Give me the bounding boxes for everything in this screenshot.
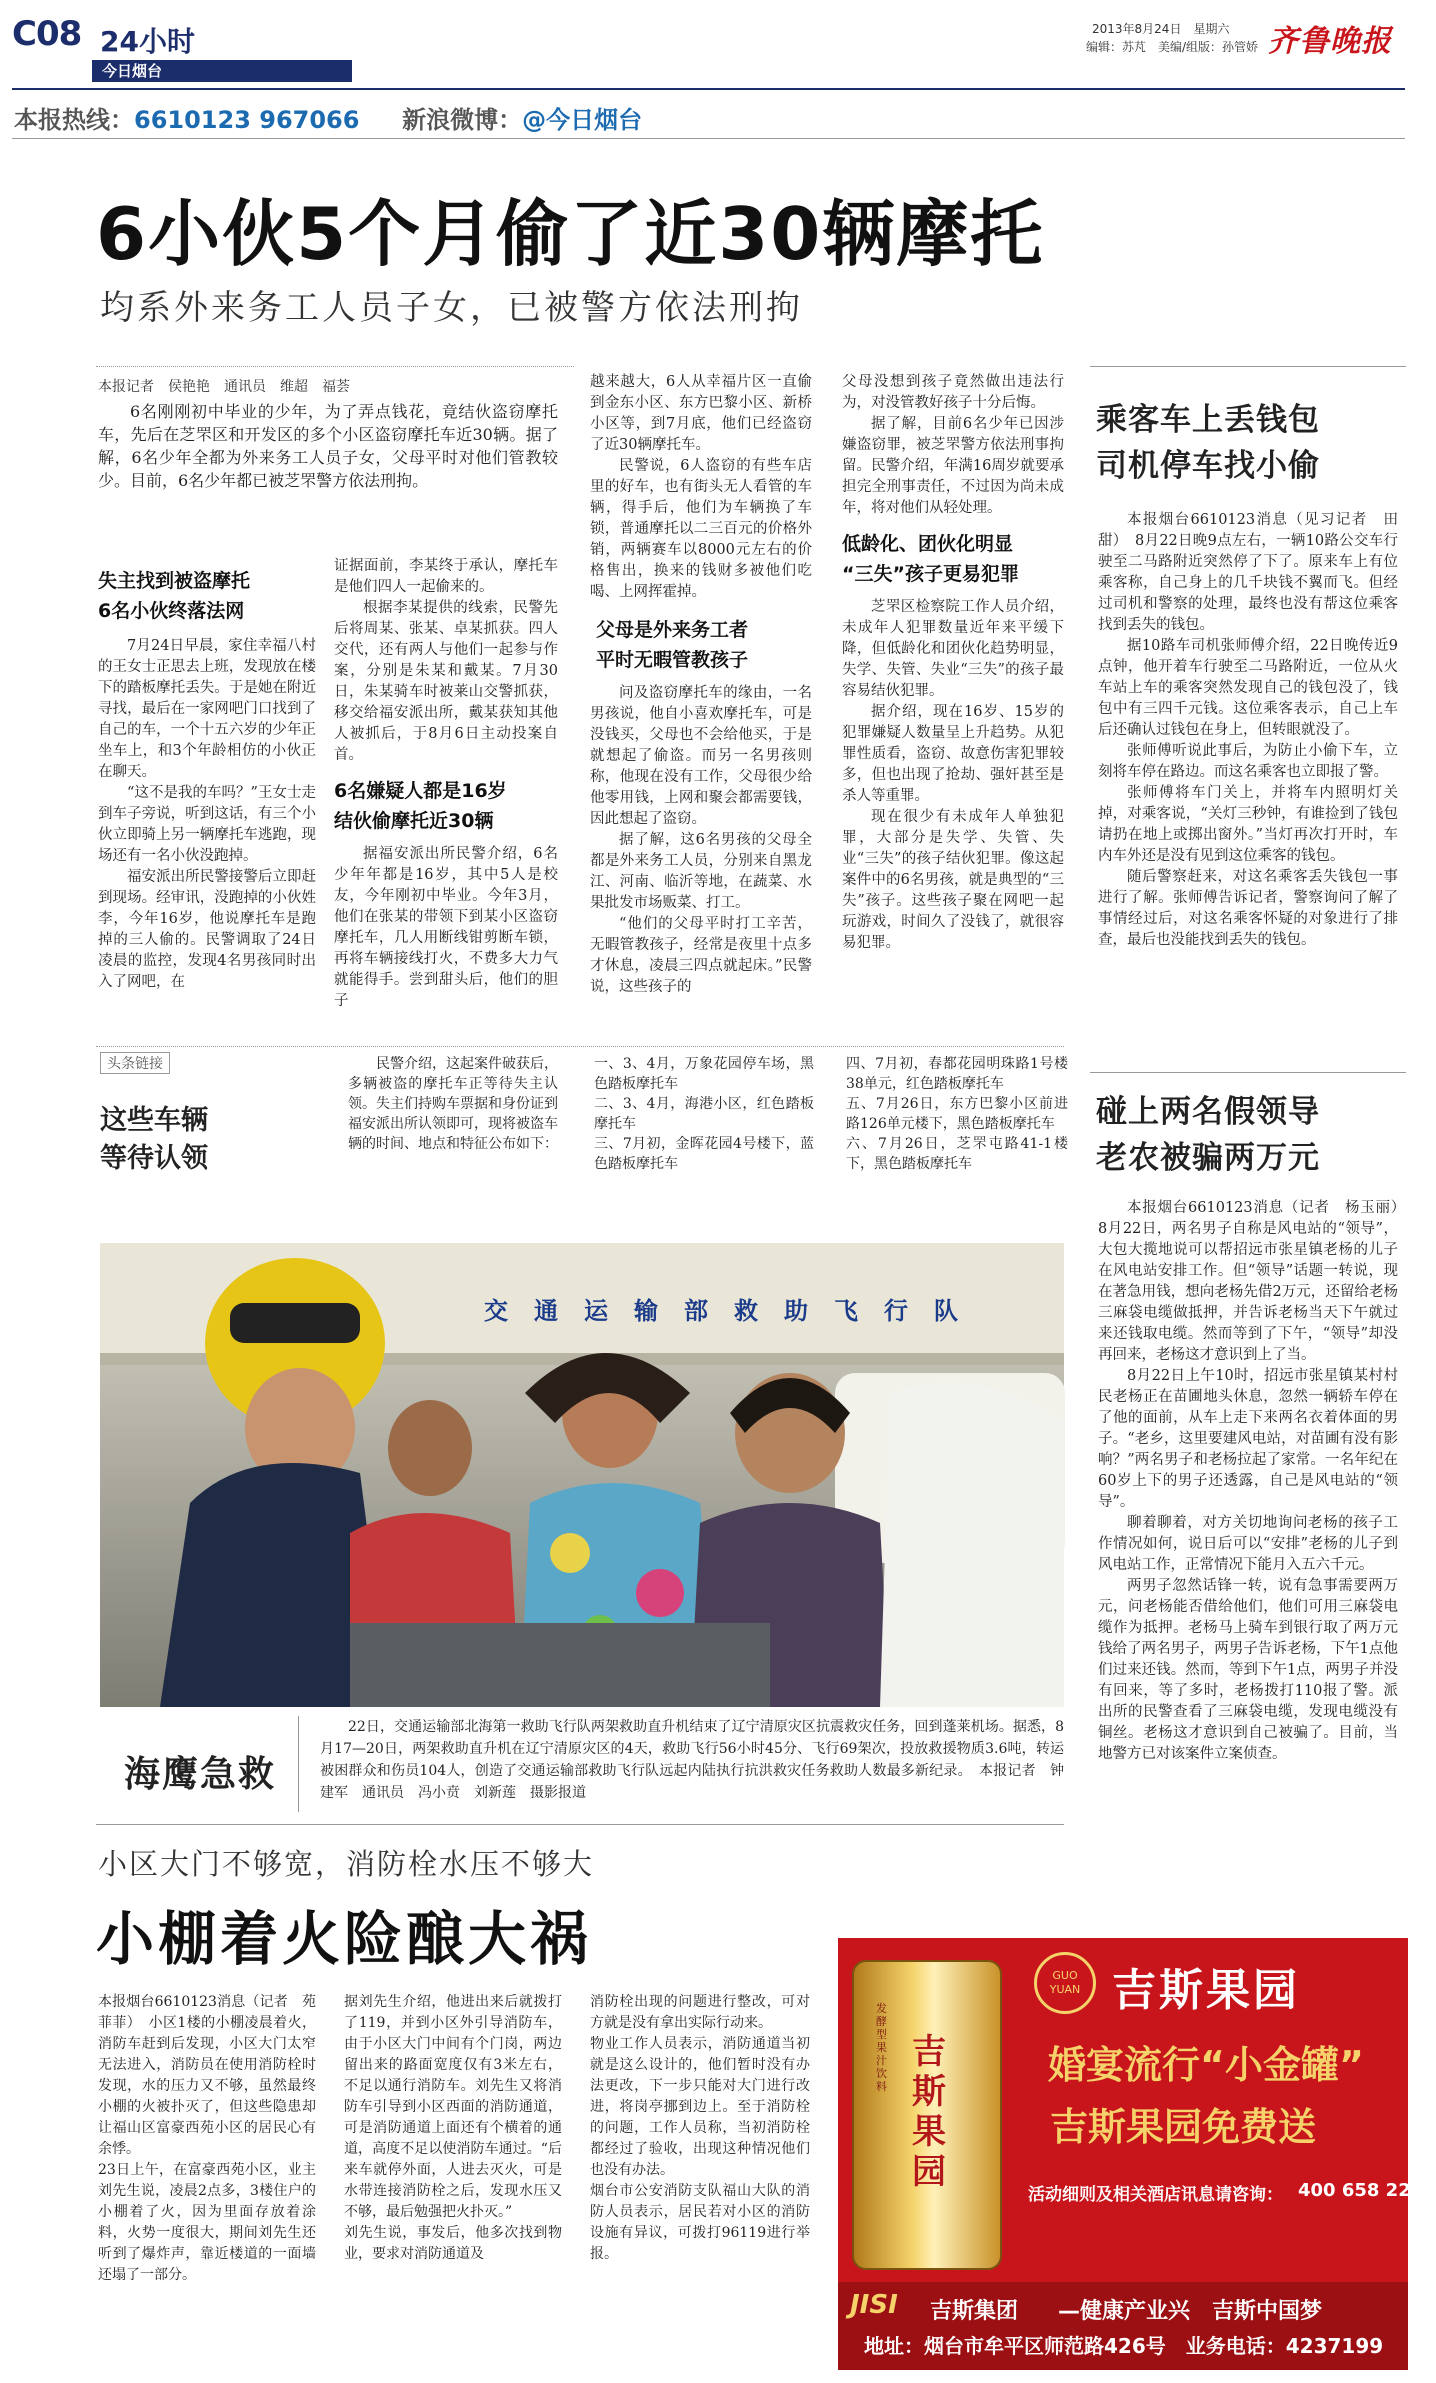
advertisement[interactable] [838,1938,1436,2370]
photo-title-divider [298,1716,299,1812]
right1-headline-1: 乘客车上丢钱包 [1096,402,1320,438]
right1-p3: 张师傅听说此事后，为防止小偷下车，立刻将车停在路边。而这名乘客也立即报了警。 [1098,743,1398,780]
lead-col2 [334,556,558,1012]
ad-line2: 吉斯果园免费送 [1050,2105,1317,2149]
byline-rule [96,366,574,367]
ad-can-subtext: 发酵型果汁饮料 [876,2002,887,2093]
col4-p5: 现在很少有未成年人单独犯罪，大部分是失学、失管、失业“三失”的孩子结伙犯罪。像这起案件中的6名男孩，就是典型的“三失”孩子。这些孩子聚在网吧一起玩游戏，时间久了没钱了，就很容易犯罪。 [842,809,1064,951]
editors-line: 编辑：苏芃 美编/组版：孙管娇 [1086,40,1259,54]
right2-p1: 本报烟台6610123消息（记者 杨玉丽） 8月22日，两名男子自称是风电站的“领导”，大包大揽地说可以帮招远市张星镇老杨的儿子在风电站安排工作。但“领导”话题一转说，现在著急用钱，想向老杨先借2万元，还留给老杨三麻袋电缆做抵押，并告诉老杨当天下午就过来还钱取电缆。然而等到了下午，“领导”却没再回来，老杨这才意识到上了当。 [1098,1200,1413,1363]
col4-head1: 低龄化、团伙化明显 [842,533,1014,555]
link-items-b: 四、7月初，春都花园明珠路1号楼38单元，红色踏板摩托车 五、7月26日，东方巴黎小区前进路126单元楼下，黑色踏板摩托车 六、7月26日，芝罘屯路41-1楼下，黑色踏板摩托车 [846,1056,1068,1172]
col2-p3: 据福安派出所民警介绍，6名少年年都是16岁，其中5人是校友，今年刚初中毕业。今年3月，他们在张某的带领下到某小区盗窃摩托车，几人用断线钳剪断车锁，再将车辆接线打火，不费多大力气就能得手。尝到甜头后，他们的胆子 [334,846,558,1009]
section-label: 24小时 [100,25,195,58]
col4-p1: 父母没想到孩子竟然做出违法行为，对没管教好孩子十分后悔。 [842,374,1064,411]
ad-consult-phone: 400 658 2211 [1298,2180,1436,2201]
col3-p5: “他们的父母平时打工辛苦，无暇管教孩子，经常是夜里十点多才休息，凌晨三四点就起床。”民警说，这些孩子的 [590,916,812,995]
link-tag-text: 头条链接 [107,1056,163,1072]
link-intro-text: 民警介绍，这起案件破获后，多辆被盗的摩托车正等待失主认领。失主们持购车票据和身份证到福安派出所认领即可，现将被盗车辆的时间、地点和特征公布如下： [348,1056,558,1152]
photo-sign: 交通运输部救助飞行队 [484,1297,984,1325]
right2-body [1098,1198,1413,1765]
lead-col1 [98,566,316,993]
link-tag [100,1052,170,1074]
ad-address: 地址：烟台市牟平区师范路426号 业务电话：4237199 [864,2334,1384,2358]
col1-p3: 福安派出所民警接警后立即赶到现场。经审讯，没跑掉的小伙姓李，今年16岁，他说摩托车是跑掉的三人偷的。民警调取了24日凌晨的监控，发现4名男孩同时出入了网吧，在 [98,869,316,990]
ad-slogan: —健康产业兴 吉斯中国梦 [1058,2299,1323,2324]
col1-p2: “这不是我的车吗？”王女士走到车子旁说，听到这话，有三个小伙立即骑上另一辆摩托车逃跑，现场还有一名小伙没跑掉。 [98,785,316,864]
right1-p4: 张师傅将车门关上，并将车内照明灯关掉，对乘客说，“关灯三秒钟，有谁捡到了钱包请扔在地上或掷出窗外。”当灯再次打开时，车内车外还是没有见到这位乘客的钱包。 [1098,785,1398,864]
news-photo [100,1243,1064,1707]
col2-head2: 结伙偷摩托近30辆 [334,810,494,832]
right1-p1: 本报烟台6610123消息（见习记者 田甜） 8月22日晚9点左右，一辆10路公交车行驶至二马路附近突然停了下了。原来车上有位乘客称，自己身上的几千块钱不翼而飞。但经过司机和警察的处理，最终也没有帮这位乘客找到丢失的钱包。 [1098,512,1398,633]
col4-p4: 据介绍，现在16岁、15岁的犯罪嫌疑人数量呈上升趋势。从犯罪性质看，盗窃、故意伤害犯罪较多，但也出现了抢劫、强奸甚至是杀人等重罪。 [842,704,1064,804]
right1-headline-2: 司机停车找小偷 [1096,448,1320,484]
right2-headline-2: 老农被骗两万元 [1096,1140,1320,1176]
lead-intro [98,400,558,492]
right2-p3: 聊着聊着，对方关切地询问老杨的孩子工作情况如何，说日后可以“安排”老杨的儿子到风电站工作，正常情况下能月入五六千元。 [1098,1515,1398,1573]
bottom-kicker: 小区大门不够宽，消防栓水压不够大 [98,1847,595,1881]
col1-head1: 失主找到被盗摩托 [98,570,251,592]
right1-p5: 随后警察赶来，对这名乘客丢失钱包一事进行了解。张师傅告诉记者，警察询问了解了事情经过后，对这名乘客怀疑的对象进行了排查，最后也没能找到丢失的钱包。 [1098,869,1398,948]
photo-title: 海鹰急救 [124,1753,277,1795]
link-box-rule [96,1046,1064,1047]
col4-head2: “三失”孩子更易犯罪 [842,563,1019,585]
header-rule [12,88,1405,90]
ad-group-name: 吉斯集团 [930,2299,1019,2324]
ad-logo-circle [1034,1952,1096,2014]
ad-can-text: 吉斯果园 [912,2032,946,2192]
lead-intro-text: 6名刚刚初中毕业的少年，为了弄点钱花，竟结伙盗窃摩托车，先后在芝罘区和开发区的多个小区盗窃摩托车近30辆。据了解，6名少年全都为外来务工人员子女，父母平时对他们管教较少。目前，6名少年都已被芝罘警方依法刑拘。 [98,402,558,490]
bottom-col3: 消防栓出现的问题进行整改，可对方就是没有拿出实际行动来。 物业工作人员表示，消防通道当初就是这么设计的，他们暂时没有办法更改，下一步只能对大门进行改进，将岗亭挪到边上。至于消防栓的问题，工作人员称，当初消防栓都经过了验收，出现这种情况他们也没有办法。 烟台市公安消防支队福山大队的消防人员表示，居民若对小区的消防设施有异议，可拨打96119进行举报。 [590,1994,810,2262]
col4-p3: 芝罘区检察院工作人员介绍，未成年人犯罪数量近年来平缓下降，但低龄化和团伙化趋势明显，失学、失管、失业“三失”的孩子最容易结伙犯罪。 [842,599,1064,699]
col3-p2: 民警说，6人盗窃的有些车店里的好车，也有街头无人看管的车辆，得手后，他们为车辆换了车锁，普通摩托以二三百元的价格外销，两辆赛车以8000元左右的价格售出，换来的钱财多被他们吃喝、上网挥霍掉。 [590,458,812,600]
ad-logo-top: GUO [1052,1969,1078,1982]
hotline-label: 本报热线： [14,106,134,134]
col3-p1: 越来越大，6人从幸福片区一直偷到金东小区、东方巴黎小区、新桥小区等，到7月底，他们已经盗窃了近30辆摩托车。 [590,374,812,453]
lead-col4 [842,372,1064,954]
weibo-label: 新浪微博： [402,106,523,134]
paper-logo: 齐鲁晚报 [1268,24,1392,59]
col1-head2: 6名小伙终落法网 [98,600,245,622]
col2-p1: 证据面前，李某终于承认，摩托车是他们四人一起偷来的。 [334,558,558,595]
photo-caption-text: 22日，交通运输部北海第一救助飞行队两架救助直升机结束了辽宁清原灾区抗震救灾任务，回到蓬莱机场。据悉，8月17—20日，两架救助直升机在辽宁清原灾区的4天，救助飞行56小时45分、飞行69架次，投放救援物质3.6吨，转运被困群众和伤员104人，创造了交通运输部救助飞行队远起内陆执行抗洪救灾任务救助人数最多新纪录。 本报记者 钟建军 通讯员 冯小贲 刘新莲 摄影报道 [320,1719,1064,1801]
col3-p3: 问及盗窃摩托车的缘由，一名男孩说，他自小喜欢摩托车，可是没钱买，父母也不会给他买，于是就想起了偷盗。而另一名男孩则称，他现在没有工作，父母很少给他零用钱，上网和聚会都需要钱，因此想起了盗窃。 [590,685,812,827]
ad-line1: 婚宴流行“小金罐” [1048,2043,1364,2087]
ad-logo-bottom: YUAN [1049,1983,1081,1996]
date-line: 2013年8月24日 星期六 [1092,22,1230,36]
photo-bottom-rule [96,1824,1064,1825]
bottom-col1: 本报烟台6610123消息（记者 苑菲菲） 小区1楼的小棚凌晨着火，消防车赶到后发现，小区大门太窄无法进入，消防员在使用消防栓时发现，水的压力又不够，虽然最终小棚的火被扑灭了，但这些隐患却让福山区富豪西苑小区的居民心有余悸。 23日上午，在富豪西苑小区，业主刘先生说，凌晨2点多，3楼住户的小棚着了火，因为里面存放着涂料，火势一度很大，期间刘先生还听到了爆炸声，靠近楼道的一面墙还塌了一部分。 [98,1994,316,2283]
subsection-bar [92,60,352,82]
hotline-bar [14,100,642,135]
col4-p2: 据了解，目前6名少年已因涉嫌盗窃罪，被芝罘警方依法刑事拘留。民警介绍，年满16周岁就要承担完全刑事责任，不过因为尚未成年，将对他们从轻处理。 [842,416,1064,516]
subsection-label: 今日烟台 [102,62,163,80]
col1-p1: 7月24日早晨，家住幸福八村的王女士正思去上班，发现放在楼下的踏板摩托丢失。于是她在附近寻找，最后在一家网吧门口找到了自己的车，一个十五六岁的少年正坐车上，和3个年龄相仿的小伙正在聊天。 [98,638,316,780]
col3-head2: 平时无暇管教孩子 [596,649,749,671]
link-intro [348,1054,558,1154]
col2-head1: 6名嫌疑人都是16岁 [334,780,507,802]
ad-group-logo: JISI [850,2290,898,2320]
col3-p4: 据了解，这6名男孩的父母全都是外来务工人员，分别来自黑龙江、河南、临沂等地，在蔬菜、水果批发市场贩菜、打工。 [590,832,812,911]
right1-p2: 据10路车司机张师傅介绍，22日晚传近9点钟，他开着车行驶至二马路附近，一位从火车站上车的乘客突然发现自己的钱包没了，钱包中有三四千元钱。这位乘客表示，自己上车后还确认过钱包在身上，但转眼就没了。 [1098,638,1398,738]
ad-consult-label: 活动细则及相关酒店讯息请咨询： [1028,2185,1283,2205]
bottom-col2: 据刘先生介绍，他进出来后就拨打了119，并到小区外引导消防车，由于小区大门中间有个门岗，两边留出来的路面宽度仅有3米左右，不足以通行消防车。刘先生又将消防车引导到小区西面的消防通道，可是消防通道上面还有个横着的通道，高度不足以使消防车通过。“后来车就停外面，人进去灭火，可是水带连接消防栓之后，发现水压又不够，最后勉强把火扑灭。” 刘先生说，事发后，他多次找到物业，要求对消防通道及 [344,1994,562,2262]
right-top-rule [1090,366,1406,367]
link-items-a: 一、3、4月，万象花园停车场，黑色踏板摩托车 二、3、4月，海港小区，红色踏板摩托车 三、7月初，金晖花园4号楼下，蓝色踏板摩托车 [594,1056,814,1172]
ad-can [852,1960,1002,2270]
right-mid-rule [1090,1072,1406,1073]
link-title-1: 这些车辆 [100,1105,208,1136]
bottom-headline: 小棚着火险酿大祸 [96,1905,593,1973]
link-title-2: 等待认领 [100,1143,208,1174]
right1-body [1098,510,1398,951]
photo-caption [320,1716,1064,1804]
right2-p2: 8月22日上午10时，招远市张星镇某村村民老杨正在苗圃地头休息，忽然一辆轿车停在了他的面前，从车上走下来两名衣着体面的男子。“老乡，这里要建风电站，对苗圃有没有影响？”两名男子和老杨拉起了家常。一名年纪在60岁上下的男子还透露，自己是风电站的“领导”。 [1098,1368,1398,1510]
page-code: C08 [12,14,82,54]
right2-headline-1: 碰上两名假领导 [1096,1094,1320,1130]
lead-byline: 本报记者 侯艳艳 通讯员 维超 福荟 [98,379,350,395]
hotline-numbers: 6610123 967066 [134,106,360,134]
ad-brand: 吉斯果园 [1112,1965,1300,2016]
weibo-handle: @今日烟台 [522,106,643,134]
col3-head1: 父母是外来务工者 [596,619,749,641]
lead-col3 [590,372,812,998]
hotline-rule [12,138,1405,139]
lead-subheadline: 均系外来务工人员子女，已被警方依法刑拘 [100,288,803,328]
col2-p2: 根据李某提供的线索，民警先后将周某、张某、卓某抓获。四人交代，还有两人与他们一起参与作案，分别是朱某和戴某。7月30日，朱某骑车时被莱山交警抓获，移交给福安派出所，戴某获知其他人被抓后，于8月6日主动投案自首。 [334,600,558,763]
lead-headline: 6小伙5个月偷了近30辆摩托 [96,192,1045,276]
right2-p4: 两男子忽然话锋一转，说有急事需要两万元，问老杨能否借给他们，他们可用三麻袋电缆作为抵押。老杨马上骑车到银行取了两万元钱给了两名男子，两男子告诉老杨，下午1点他们过来还钱。然而，等到下午1点，两男子并没有回来，等了多时，老杨拨打110报了警。派出所的民警查看了三麻袋电缆，发现电缆没有铜丝。老杨这才意识到自己被骗了。目前，当地警方已对该案件立案侦查。 [1098,1578,1398,1762]
